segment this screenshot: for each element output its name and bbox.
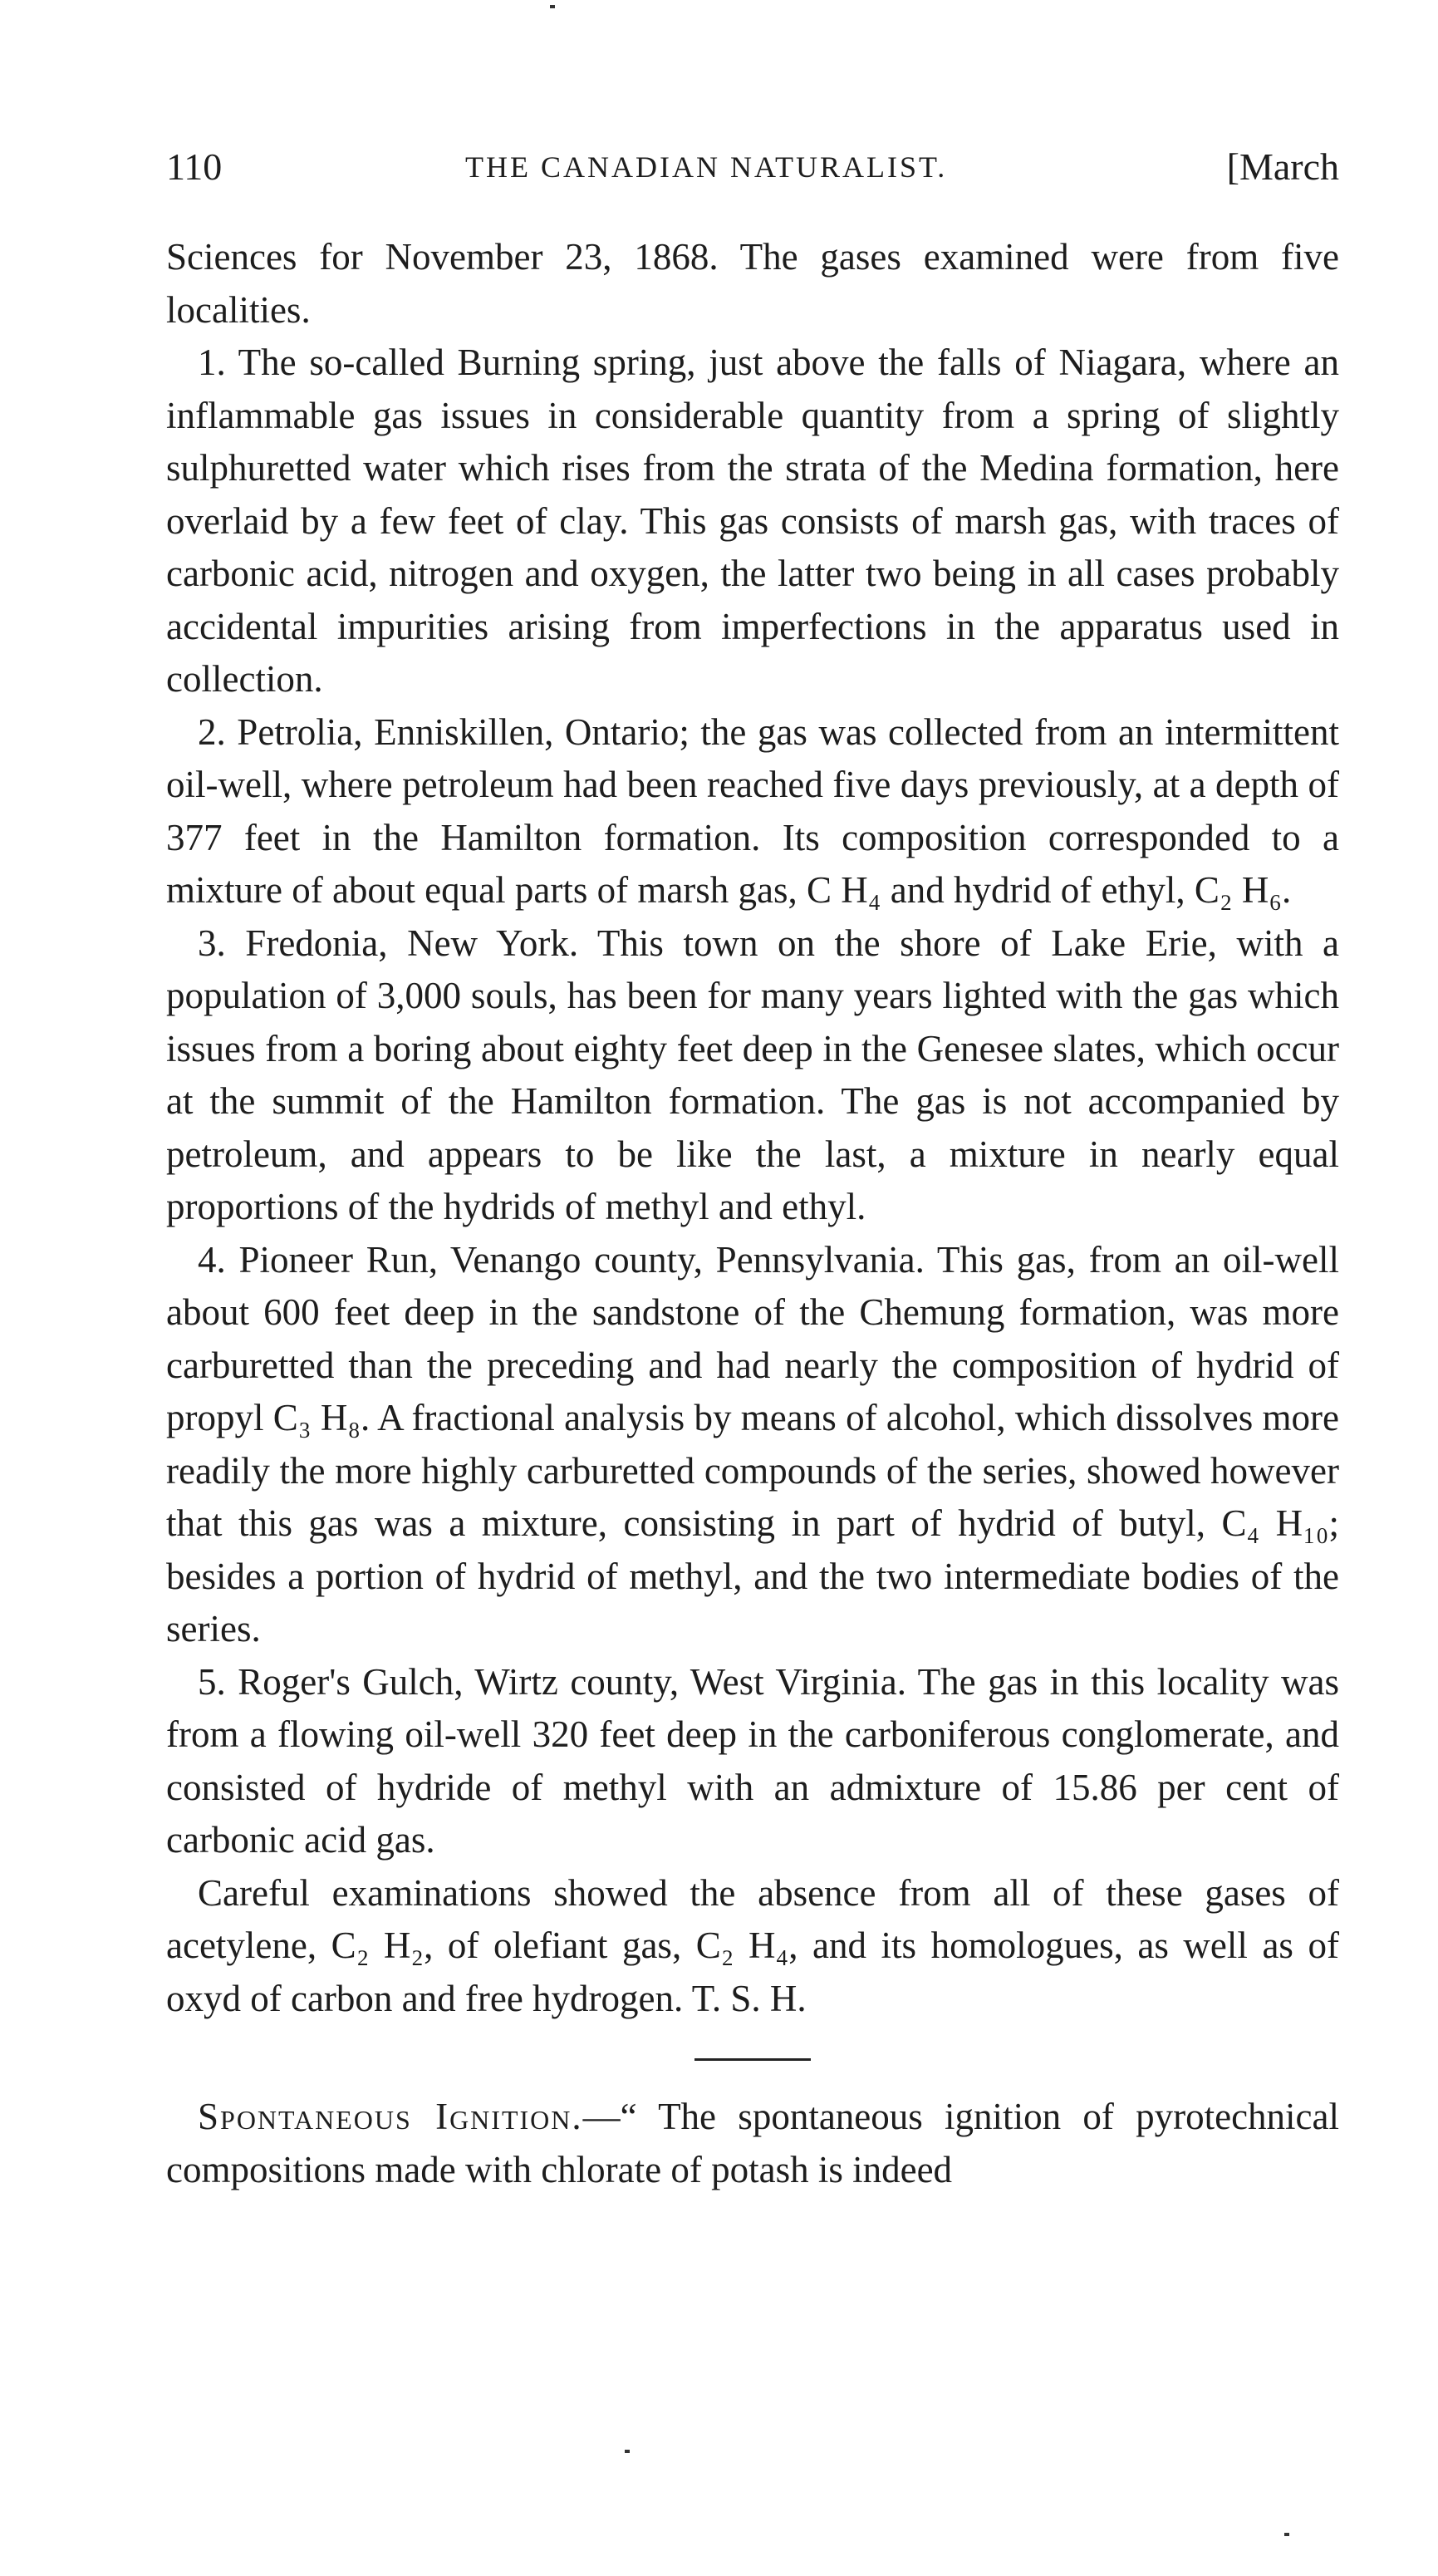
page-header bbox=[166, 125, 1339, 208]
running-title: THE CANADIAN NATURALIST. bbox=[465, 150, 948, 184]
paragraph-item-1: 1. The so-called Burning spring, just above the falls of Niagara, where an inflammable gas issues in considerable quantity from a spring of slightly sulphuretted water which rises from the strata of the Medina formation, here overlaid by a few feet of clay. This gas consists of marsh gas, with traces of carbonic acid, nitrogen and oxygen, the latter two being in all cases probably accidental impurities arising from imperfections in the apparatus used in collection. bbox=[166, 342, 1339, 700]
margin-mark-top bbox=[550, 5, 555, 8]
section-divider bbox=[694, 2058, 811, 2061]
author-signature: T. S. H. bbox=[691, 1977, 807, 2019]
paragraph-item-3: 3. Fredonia, New York. This town on the shore of Lake Erie, with a population of 3,000 souls, has been for many years lighted with the gas which issues from a boring about eighty feet deep in the Genesee slates, which occur at the summit of the Hamilton formation. The gas is not accompanied by petroleum, and appears to be like the last, a mixture in nearly equal proportions of the hydrids of methyl and ethyl. bbox=[166, 922, 1339, 1227]
paragraph-next-section bbox=[166, 2091, 1339, 2196]
margin-mark-bottom bbox=[625, 2450, 630, 2453]
section-heading: Spontaneous Ignition. bbox=[198, 2096, 583, 2137]
paragraph-conclusion bbox=[166, 1867, 1339, 2026]
page-body bbox=[166, 231, 1339, 2196]
paragraph-intro: Sciences for November 23, 1868. The gases examined were from five localities. bbox=[166, 236, 1339, 331]
paragraph-item-2: 2. Petrolia, Enniskillen, Ontario; the gas was collected from an intermittent oil-well, where petroleum had been reached five days previously, at a depth of 377 feet in the Hamilton formation. Its composition corresponded to a mixture of about equal parts of marsh gas, C H₄ and hydrid of ethyl, C₂ H₆. bbox=[166, 710, 1339, 911]
paragraph-item-5: 5. Roger's Gulch, Wirtz county, West Virginia. The gas in this locality was from a flowing oil-well 320 feet deep in the carboniferous conglomerate, and consisted of hydride of methyl with an admixture of 15.86 per cent of carbonic acid gas. bbox=[166, 1660, 1339, 1861]
section-text: —“ The spontaneous ignition of pyrotechnical compositions made with chlorate of potash is indeed bbox=[166, 2096, 1339, 2190]
margin-mark-corner bbox=[1284, 2533, 1289, 2536]
month-label: [March bbox=[1226, 145, 1339, 188]
book-page bbox=[166, 125, 1339, 2196]
paragraph-item-4: 4. Pioneer Run, Venango county, Pennsylvania. This gas, from an oil-well about 600 feet deep in the sandstone of the Chemung formation, was more carburetted than the preceding and had nearly the composition of hydrid of propyl C₃ H₈. A fractional analysis by means of alcohol, which dissolves more readily the more highly carburetted compounds of the series, showed however that this gas was a mixture, consisting in part of hydrid of butyl, C₄ H₁₀; besides a portion of hydrid of methyl, and the two intermediate bodies of the series. bbox=[166, 1238, 1339, 1649]
conclusion-text: Careful examinations showed the absence from all of these gases of acetylene, C₂ H₂, of olefiant gas, C₂ H₄, and its homologues, as well as of oxyd of carbon and free hydrogen. bbox=[166, 1871, 1339, 2019]
page-number: 110 bbox=[166, 145, 223, 188]
